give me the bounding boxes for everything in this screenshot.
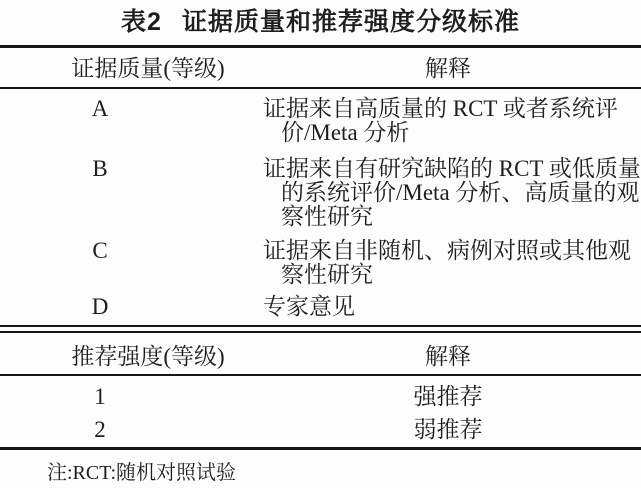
explanation-line: 专家意见 [263, 294, 355, 319]
evidence-header-rule [0, 87, 641, 89]
explanation-line: 价/Meta 分析 [281, 120, 410, 145]
grade-cell: A [91, 96, 109, 121]
explanation-line: 证据来自非随机、病例对照或其他观 [263, 238, 631, 263]
explanation-line: 证据来自高质量的 RCT 或者系统评 [263, 96, 618, 121]
table-footnote: 注:RCT:随机对照试验 [47, 462, 237, 484]
strength-header-rule [0, 374, 641, 376]
grade-cell: B [92, 156, 108, 181]
explanation-cell [200, 97, 641, 145]
explanation-line: 证据来自有研究缺陷的 RCT 或低质量 [263, 156, 641, 181]
explanation-column-header: 解释 [425, 56, 471, 81]
table-row [0, 239, 641, 287]
table-title: 证据质量和推荐强度分级标准 [181, 9, 520, 36]
explanation-cell: 弱推荐 [413, 417, 483, 442]
grade-cell: 1 [94, 384, 106, 409]
recommendation-strength-column-header: 推荐强度(等级) [71, 344, 225, 369]
table-row [0, 418, 641, 442]
explanation-cell [200, 157, 641, 229]
explanation-line: 察性研究 [281, 262, 373, 287]
strength-table-header-row [0, 333, 641, 374]
table-row [0, 385, 641, 409]
explanation-cell [200, 295, 641, 319]
table-row [0, 157, 641, 229]
table-number: 表2 [121, 8, 162, 36]
grade-cell: D [91, 294, 109, 319]
evidence-quality-column-header: 证据质量(等级) [71, 56, 225, 81]
grade-cell: C [92, 238, 108, 263]
explanation-cell [200, 239, 641, 287]
explanation-column-header: 解释 [425, 344, 471, 369]
explanation-cell: 强推荐 [413, 384, 483, 409]
table-row [0, 295, 641, 319]
explanation-line: 的系统评价/Meta 分析、高质量的观 [281, 180, 640, 205]
explanation-line: 察性研究 [281, 204, 373, 229]
evidence-table-body [0, 97, 641, 319]
table-row [0, 97, 641, 145]
table-bottom-rule [0, 447, 641, 450]
table-caption [0, 0, 641, 45]
strength-table-body [0, 385, 641, 442]
evidence-table-header-row [0, 48, 641, 87]
grade-cell: 2 [94, 417, 106, 442]
